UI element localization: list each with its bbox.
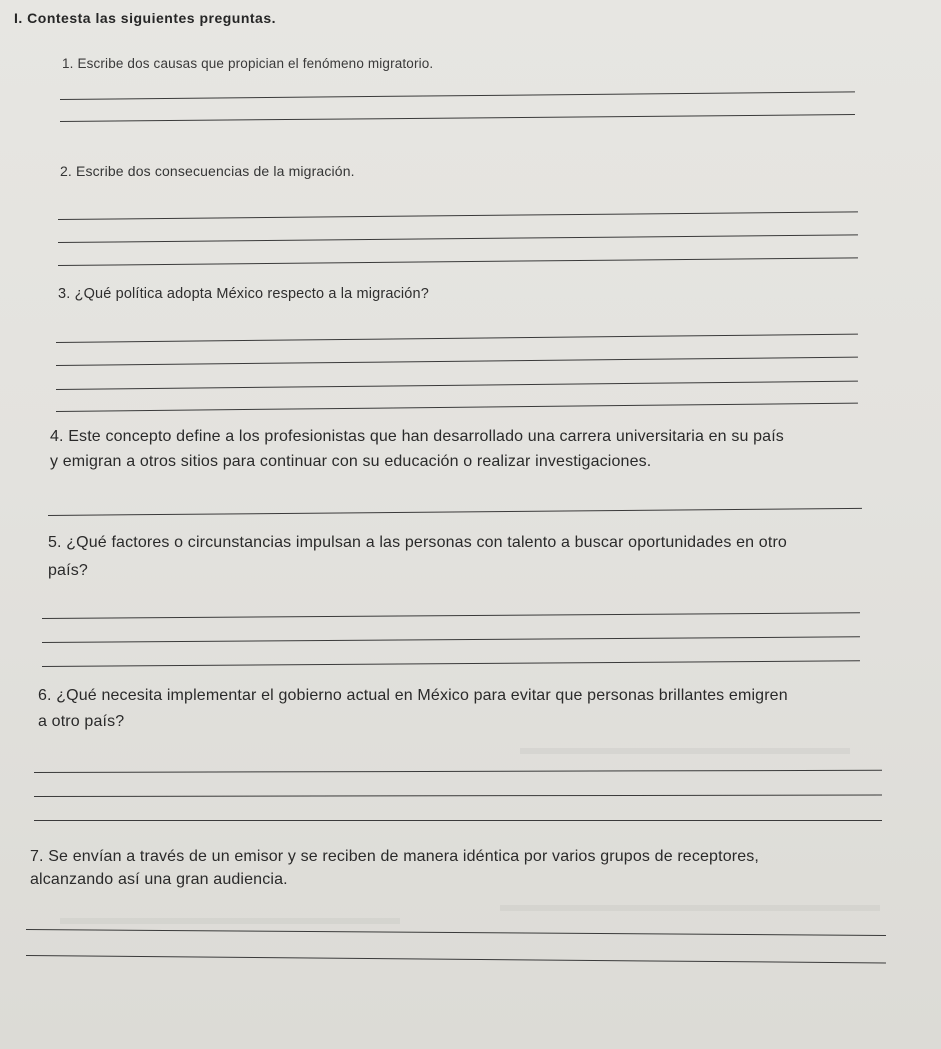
question-1-text: 1. Escribe dos causas que propician el fenómeno migratorio. xyxy=(62,56,434,71)
background-smudge xyxy=(520,748,850,754)
question-7-text-line-2: alcanzando así una gran audiencia. xyxy=(30,871,288,888)
answer-line[interactable] xyxy=(48,508,862,516)
answer-line[interactable] xyxy=(58,211,858,220)
answer-line[interactable] xyxy=(60,91,855,100)
answer-line[interactable] xyxy=(56,381,858,390)
question-6-text-line-2: a otro país? xyxy=(38,713,125,730)
answer-line[interactable] xyxy=(26,929,886,936)
question-6-text-line-1: 6. ¿Qué necesita implementar el gobierno actual en México para evitar que personas brillantes emigren xyxy=(38,687,788,704)
answer-line[interactable] xyxy=(56,403,858,412)
answer-line[interactable] xyxy=(34,770,882,773)
answer-line[interactable] xyxy=(42,636,860,643)
question-5-text-line-1: 5. ¿Qué factores o circunstancias impulsan a las personas con talento a buscar oportunidades en otro xyxy=(48,534,787,551)
answer-line[interactable] xyxy=(56,357,858,366)
background-smudge xyxy=(500,905,880,911)
answer-line[interactable] xyxy=(60,114,855,122)
answer-line[interactable] xyxy=(42,612,860,619)
question-2-text: 2. Escribe dos consecuencias de la migración. xyxy=(60,163,355,179)
question-7-text-line-1: 7. Se envían a través de un emisor y se reciben de manera idéntica por varios grupos de receptores, xyxy=(30,848,760,865)
section-header: I. Contesta las siguientes preguntas. xyxy=(14,10,277,26)
answer-line[interactable] xyxy=(58,257,858,266)
question-4-text-line-2: y emigran a otros sitios para continuar con su educación o realizar investigaciones. xyxy=(50,453,652,470)
answer-line[interactable] xyxy=(26,955,886,964)
answer-line[interactable] xyxy=(34,820,882,821)
question-3-text: 3. ¿Qué política adopta México respecto a la migración? xyxy=(58,286,429,302)
answer-line[interactable] xyxy=(56,334,858,343)
question-5-text-line-2: país? xyxy=(48,562,88,579)
answer-line[interactable] xyxy=(34,795,882,797)
background-smudge xyxy=(60,918,400,924)
answer-line[interactable] xyxy=(58,234,858,243)
answer-line[interactable] xyxy=(42,660,860,667)
question-4-text-line-1: 4. Este concepto define a los profesionistas que han desarrollado una carrera universitaria en su país xyxy=(50,428,784,445)
